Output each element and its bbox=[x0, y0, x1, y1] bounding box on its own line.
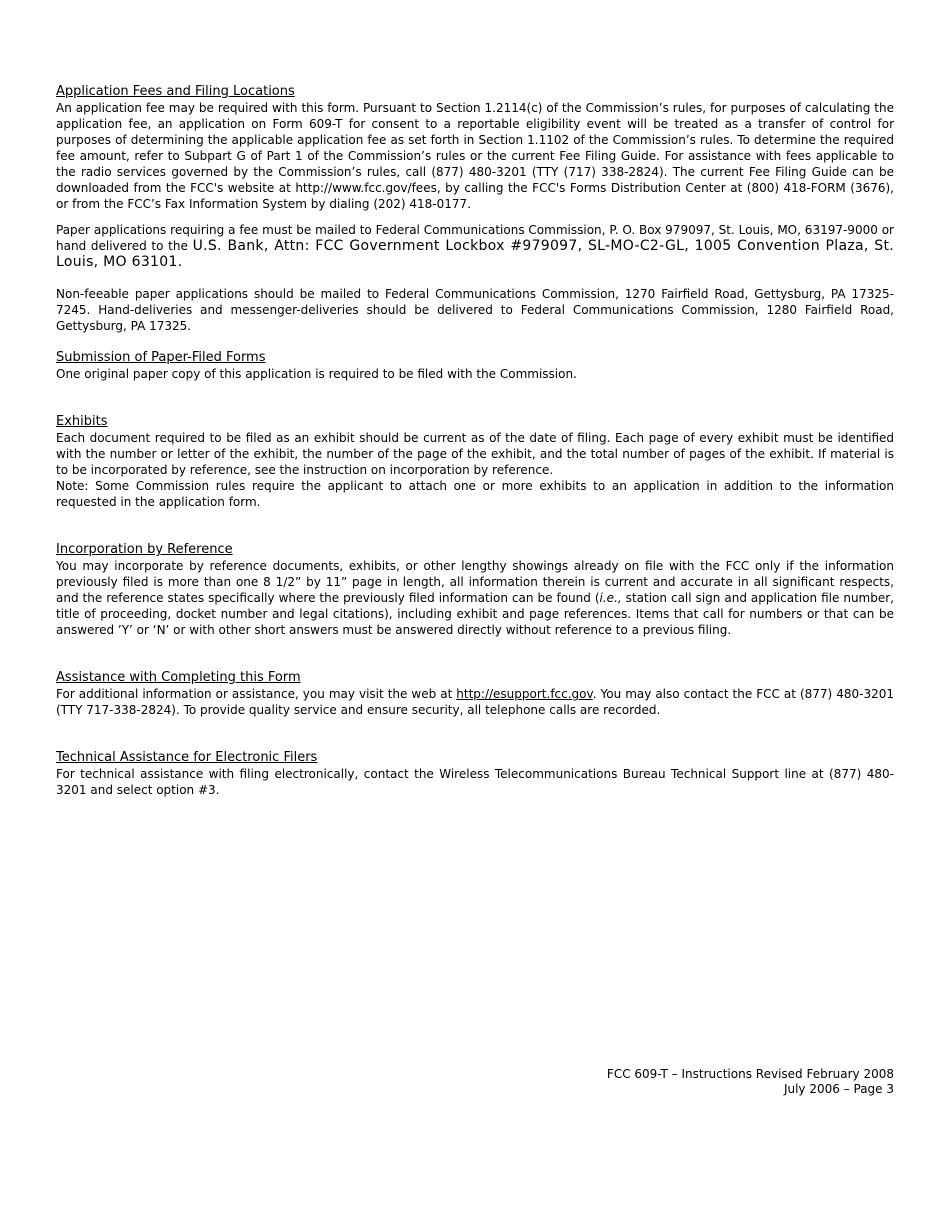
fees-paragraph-2 bbox=[56, 222, 894, 270]
assistance-section bbox=[56, 670, 894, 718]
fees-paragraph-1: An application fee may be required with this form. Pursuant to Section 1.2114(c) of the Commission’s rules, for purposes of calculating the application fee, an application on Form 609-T for consent to a reportable eligibility event will be treated as a transfer of control for purposes of determining the applicable application fee as set forth in Section 1.1102 of the Commission’s rules. To determine the required fee amount, refer to Subpart G of Part 1 of the Commission’s rules or the current Fee Filing Guide. For assistance with fees applicable to the radio services governed by the Commission’s rules, call (877) 480-3201 (TTY (717) 338-2824). The current Fee Filing Guide can be downloaded from the FCC's website at http://www.fcc.gov/fees, by calling the FCC's Forms Distribution Center at (800) 418-FORM (3676), or from the FCC’s Fax Information System by dialing (202) 418-0177. bbox=[56, 101, 894, 211]
submission-paragraph: One original paper copy of this application is required to be filed with the Commission. bbox=[56, 367, 577, 381]
fees-paragraph-2-start: Paper applications requiring a fee must be mailed to Federal Communications Commission, P. O. Box 979097, St. Louis, MO, 63197-9000 or hand delivered to the bbox=[56, 223, 894, 253]
submission-section bbox=[56, 350, 894, 382]
incorporation-text-start: You may incorporate by reference documents, exhibits, or other lengthy showings already on file with the FCC only if the information previously filed is more than one 8 1/2” by 11” page in length, all information therein is current and accurate in all significant respects, and the reference states specifically where the previously filed information can be found ( bbox=[56, 559, 894, 605]
document-page bbox=[56, 84, 894, 798]
fees-section bbox=[56, 84, 894, 334]
exhibits-paragraph-1: Each document required to be filed as an exhibit should be current as of the date of filing. Each page of every exhibit must be identified with the number or letter of the exhibit, the number of the page of the exhibit, and the total number of pages of the exhibit. If material is to be incorporated by reference, see the instruction on incorporation by reference. bbox=[56, 431, 894, 477]
submission-heading: Submission of Paper-Filed Forms bbox=[56, 350, 266, 365]
technical-paragraph: For technical assistance with filing electronically, contact the Wireless Telecommunications Bureau Technical Support line at (877) 480-3201 and select option #3. bbox=[56, 767, 894, 797]
incorporation-text-end: station call sign and application file number, title of proceeding, docket number and legal citations), including exhibit and page references. Items that call for numbers or that can be answered ’Y’ or ‘N’ or with other short answers must be answered directly without reference to a previous filing. bbox=[56, 591, 894, 637]
technical-heading: Technical Assistance for Electronic Filers bbox=[56, 750, 318, 765]
footer-form-revision: FCC 609-T – Instructions Revised February 2008 bbox=[606, 1067, 894, 1081]
esupport-link[interactable]: http://esupport.fcc.gov bbox=[456, 687, 593, 701]
incorporation-text-italic: i.e., bbox=[599, 591, 622, 605]
exhibits-note: Note: Some Commission rules require the applicant to attach one or more exhibits to an application in addition to the information requested in the application form. bbox=[56, 479, 894, 509]
fees-paragraph-3: Non-feeable paper applications should be mailed to Federal Communications Commission, 1270 Fairfield Road, Gettysburg, PA 17325-7245. Hand-deliveries and messenger-deliveries should be delivered to Federal Communications Commission, 1280 Fairfield Road, Gettysburg, PA 17325. bbox=[56, 287, 894, 333]
technical-section bbox=[56, 750, 894, 798]
fees-heading: Application Fees and Filing Locations bbox=[56, 84, 295, 99]
incorporation-paragraph bbox=[56, 558, 894, 638]
page-footer bbox=[607, 1067, 894, 1097]
assistance-text-end: . You may also contact the FCC at (877) 480-3201 (TTY 717-338-2824). To provide quality service and ensure security, all telephone calls are recorded. bbox=[56, 687, 894, 717]
assistance-text-start: For additional information or assistance, you may visit the web at bbox=[56, 687, 457, 701]
assistance-heading: Assistance with Completing this Form bbox=[56, 670, 301, 685]
fees-paragraph-2-end: U.S. Bank, Attn: FCC Government Lockbox #979097, SL-MO-C2-GL, 1005 Convention Plaza, St. Louis, MO 63101. bbox=[56, 238, 894, 270]
assistance-paragraph bbox=[56, 686, 894, 718]
incorporation-heading: Incorporation by Reference bbox=[56, 542, 233, 557]
exhibits-section bbox=[56, 414, 894, 510]
exhibits-heading: Exhibits bbox=[56, 414, 108, 429]
footer-page-number: July 2006 – Page 3 bbox=[783, 1082, 894, 1096]
incorporation-section bbox=[56, 542, 894, 638]
